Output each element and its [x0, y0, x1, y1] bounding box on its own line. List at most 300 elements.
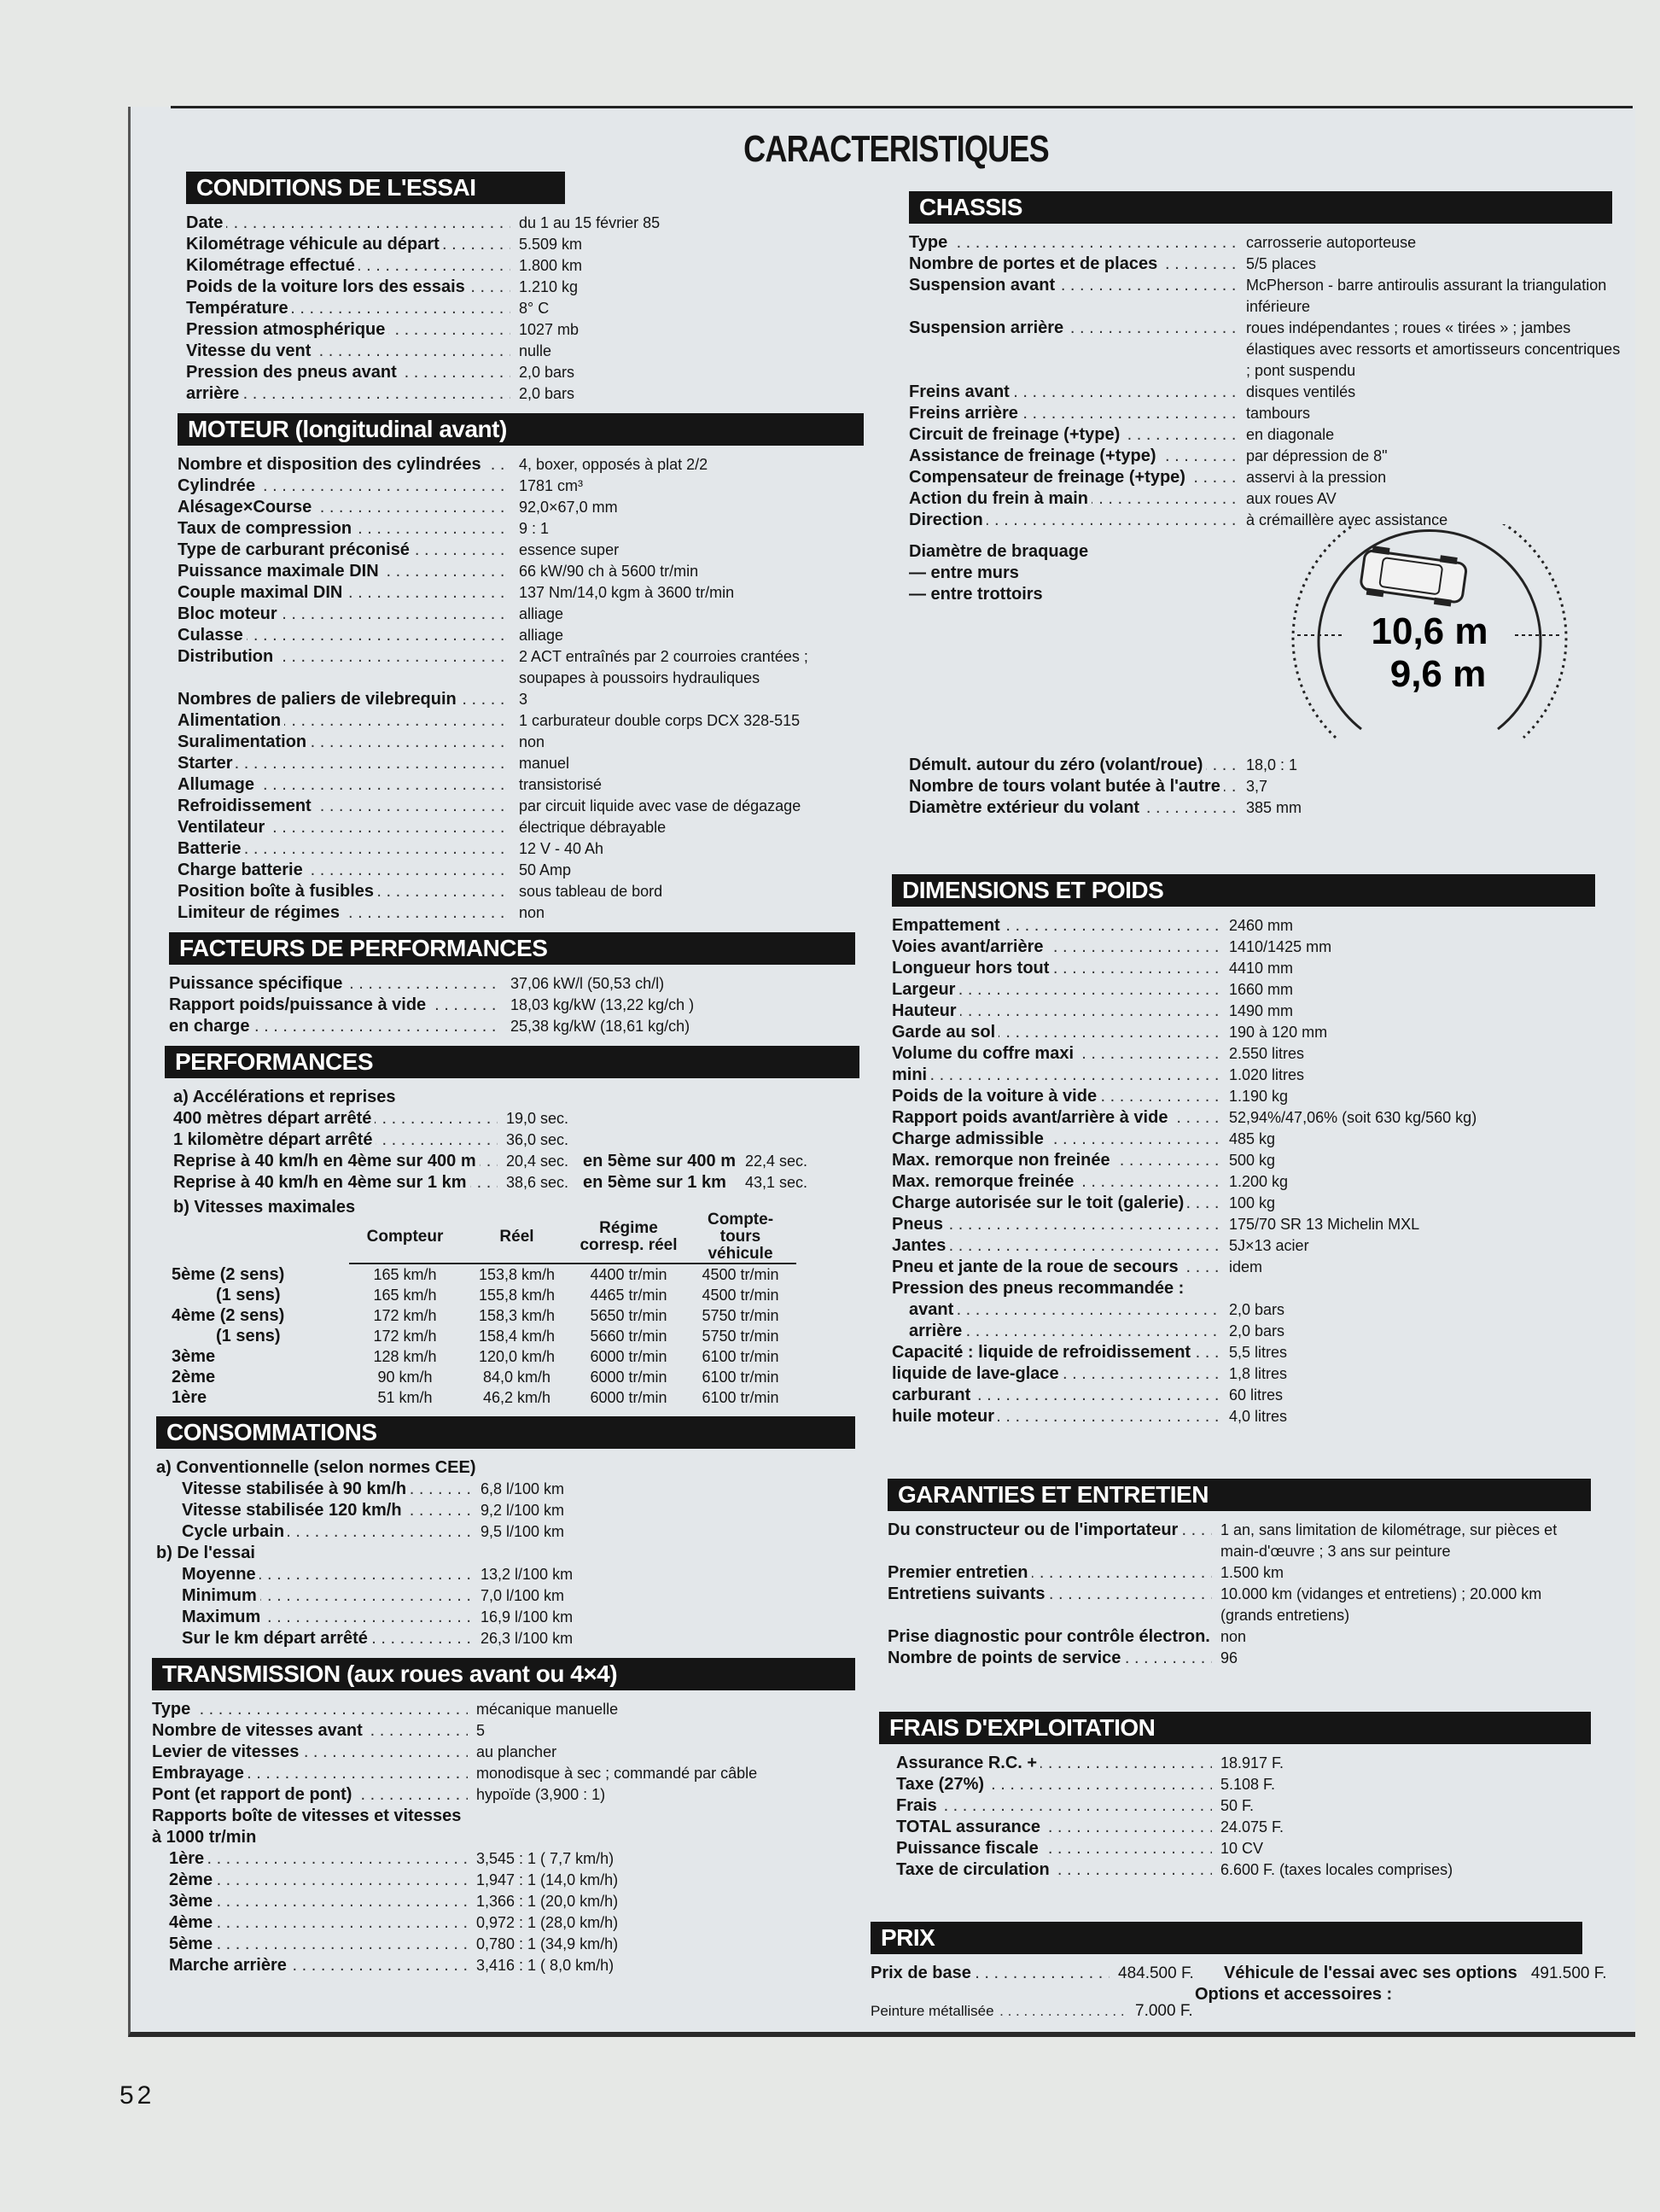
spec-label: liquide de lave-glace . . .: [892, 1363, 1220, 1385]
spec-row: [892, 958, 1622, 979]
spec-label: [583, 1108, 745, 1129]
section-header: CONSOMMATIONS: [156, 1416, 855, 1449]
spec-label: Assistance de freinage (+type) . . .: [909, 446, 1238, 467]
spec-value: 10 CV: [1220, 1840, 1264, 1857]
table-cell: 6000 tr/min: [590, 1369, 667, 1386]
spec-label: Alésage×Course . . .: [178, 497, 510, 518]
warranty-rows: [888, 1520, 1622, 1669]
spec-label: Rapport poids avant/arrière à vide . . .: [892, 1107, 1220, 1129]
spec-label: Type . . .: [909, 232, 1238, 254]
spec-row: [178, 753, 869, 774]
table-cell: 84,0 km/h: [482, 1369, 551, 1386]
spec-row: [892, 1086, 1622, 1107]
spec-value: 3,7: [1246, 778, 1268, 795]
section-header: CONDITIONS DE L'ESSAI: [186, 172, 565, 204]
spec-row: [178, 710, 869, 732]
spec-row: [909, 382, 1622, 403]
spec-value: 1,366 : 1 (20,0 km/h): [476, 1893, 619, 1910]
spec-row: [909, 797, 1622, 819]
section-chassis: [909, 191, 1622, 819]
spec-row: [182, 1585, 869, 1607]
spec-value: 1 carburateur double corps DCX 328-515: [519, 712, 801, 729]
spec-value: 1.020 litres: [1229, 1066, 1305, 1083]
table-cell: 6100 tr/min: [702, 1369, 779, 1386]
spec-value: 50 F.: [1220, 1797, 1255, 1814]
spec-value: 137 Nm/14,0 kgm à 3600 tr/min: [519, 584, 735, 601]
table-cell: 5750 tr/min: [702, 1328, 779, 1345]
chassis-rows: [909, 232, 1622, 531]
spec-label: Taux de compression . . .: [178, 518, 510, 540]
spec-value: 20,4 sec.: [506, 1153, 569, 1170]
spec-label: 400 mètres départ arrêté . . .: [173, 1108, 498, 1129]
spec-row: [888, 1626, 1622, 1648]
top-rule: [171, 106, 1633, 108]
turning-circle-block: [909, 541, 1622, 755]
spec-value: 5.108 F.: [1220, 1776, 1276, 1793]
spec-row: [169, 1891, 869, 1912]
car-icon: [1360, 545, 1468, 608]
row-label: 3ème: [172, 1347, 216, 1366]
table-row: [165, 1367, 796, 1387]
table-cell: 46,2 km/h: [482, 1389, 551, 1406]
spec-value: 1027 mb: [519, 321, 580, 338]
spec-row: [892, 979, 1622, 1001]
spec-label: Pont (et rapport de pont) . . .: [152, 1784, 468, 1806]
running-cost-rows: [896, 1753, 1622, 1881]
spec-label: Refroidissement . . .: [178, 796, 510, 817]
spec-label: carburant . . .: [892, 1385, 1220, 1406]
spec-label: Frais . . .: [896, 1795, 1212, 1817]
section-header: MOTEUR (longitudinal avant): [178, 413, 864, 446]
spec-value: 1.800 km: [519, 257, 583, 274]
section-header: CHASSIS: [909, 191, 1612, 224]
spec-label: Pression des pneus avant . . .: [186, 362, 510, 383]
spec-row: [178, 540, 869, 561]
spec-value: non: [519, 904, 545, 921]
spec-value: 52,94%/47,06% (soit 630 kg/560 kg): [1229, 1109, 1477, 1126]
spec-value: 7,0 l/100 km: [481, 1587, 565, 1604]
spec-label: Charge batterie . . .: [178, 860, 510, 881]
table-row: [165, 1285, 796, 1305]
spec-row: [186, 255, 869, 277]
spec-row: [186, 341, 869, 362]
spec-value: 0,780 : 1 (34,9 km/h): [476, 1935, 619, 1952]
spec-row: [892, 1193, 1622, 1214]
spec-row: [186, 362, 869, 383]
spec-label: Date . . .: [186, 213, 510, 234]
spec-row: [178, 860, 869, 881]
spec-row: [892, 1043, 1622, 1065]
spec-row: [888, 1562, 1622, 1584]
table-cell: 4400 tr/min: [590, 1266, 667, 1283]
spec-row: [182, 1500, 869, 1521]
spec-value: 36,0 sec.: [506, 1131, 569, 1148]
spec-value: au plancher: [476, 1743, 557, 1760]
spec-label: Compensateur de freinage (+type) . . .: [909, 467, 1238, 488]
spec-label: 5ème . . .: [169, 1934, 468, 1955]
spec-row: [896, 1817, 1622, 1838]
spec-row: [182, 1521, 869, 1543]
spec-row: [892, 1235, 1622, 1257]
spec-label: Température . . .: [186, 298, 510, 319]
spec-value: 5: [476, 1722, 486, 1739]
spec-row: [178, 582, 869, 604]
table-cell: 120,0 km/h: [478, 1348, 556, 1365]
spec-row: [152, 1742, 869, 1763]
spec-row: [178, 454, 869, 476]
column-header: Réel: [461, 1211, 573, 1264]
spec-row: [892, 1150, 1622, 1171]
table-cell: 165 km/h: [373, 1266, 437, 1283]
spec-value: transistorisé: [519, 776, 603, 793]
spec-label: Entretiens suivants . . .: [888, 1584, 1212, 1626]
spec-value: roues indépendantes ; roues « tirées » ; jambes élastiques avec ressorts et amortisseurs concentriques ; pont suspendu: [1246, 319, 1621, 379]
section-header: DIMENSIONS ET POIDS: [892, 874, 1595, 907]
spec-label: Longueur hors tout . . .: [892, 958, 1220, 979]
row-label: (1 sens): [216, 1286, 281, 1304]
spec-value: 3,545 : 1 ( 7,7 km/h): [476, 1850, 614, 1867]
spec-label: Vitesse stabilisée à 90 km/h . . .: [182, 1479, 472, 1500]
spec-label: Hauteur . . .: [892, 1001, 1220, 1022]
conso-test-rows: [182, 1564, 869, 1649]
spec-row: [152, 1720, 869, 1742]
spec-row: [892, 1171, 1622, 1193]
table-cell: 6100 tr/min: [702, 1348, 779, 1365]
spec-label: Marche arrière . . .: [169, 1955, 468, 1976]
spec-row: [892, 1065, 1622, 1086]
braquage-trottoirs: — entre trottoirs: [909, 585, 1043, 604]
spec-row: [909, 467, 1622, 488]
spec-label: Capacité : liquide de refroidissement . . .: [892, 1342, 1220, 1363]
spec-label: Vitesse stabilisée 120 km/h . . .: [182, 1500, 472, 1521]
table-cell: 158,3 km/h: [478, 1307, 556, 1324]
section-garanties: [888, 1479, 1622, 1669]
spec-row: [178, 774, 869, 796]
spec-value: 9,5 l/100 km: [481, 1523, 565, 1540]
spec-label: Freins arrière . . .: [909, 403, 1238, 424]
spec-label: Maximum . . .: [182, 1607, 472, 1628]
spec-value: 4, boxer, opposés à plat 2/2: [519, 456, 708, 473]
table-cell: 4465 tr/min: [590, 1287, 667, 1304]
pressure-label: Pression des pneus recommandée :: [892, 1279, 1185, 1298]
spec-value: 1.500 km: [1220, 1564, 1284, 1581]
spec-value: 96: [1220, 1649, 1238, 1666]
spec-label: 4ème . . .: [169, 1912, 468, 1934]
spec-label: huile moteur . . .: [892, 1406, 1220, 1427]
spec-row: [182, 1607, 869, 1628]
spec-row: [896, 1838, 1622, 1859]
spec-label: Voies avant/arrière . . .: [892, 937, 1220, 958]
spec-row: [182, 1564, 869, 1585]
section-prix: [871, 1922, 1622, 2022]
spec-value: 37,06 kW/l (50,53 ch/l): [510, 975, 665, 992]
table-cell: 6000 tr/min: [590, 1348, 667, 1365]
spec-row: [178, 689, 869, 710]
spec-value: 2460 mm: [1229, 917, 1294, 934]
spec-label: Charge autorisée sur le toit (galerie) . . .: [892, 1193, 1220, 1214]
subheading: b) Vitesses maximales: [173, 1198, 356, 1217]
spec-label: Type . . .: [152, 1699, 468, 1720]
section-header: GARANTIES ET ENTRETIEN: [888, 1479, 1591, 1511]
spec-label: TOTAL assurance . . .: [896, 1817, 1212, 1838]
spec-value: 2,0 bars: [1229, 1322, 1285, 1339]
max-speed-table: [165, 1211, 796, 1408]
spec-label: Vitesse du vent . . .: [186, 341, 510, 362]
table-row: [165, 1326, 796, 1346]
spec-value: 1410/1425 mm: [1229, 938, 1332, 955]
spec-label: Pneus . . .: [892, 1214, 1220, 1235]
page-title: CARACTERISTIQUES: [743, 128, 1049, 170]
spec-row: [892, 937, 1622, 958]
spec-row: [169, 1912, 869, 1934]
spec-row: [152, 1784, 869, 1806]
spec-label: Culasse . . .: [178, 625, 510, 646]
spec-value: 1490 mm: [1229, 1002, 1294, 1019]
section-header: PRIX: [871, 1922, 1582, 1954]
spec-label: Volume du coffre maxi . . .: [892, 1043, 1220, 1065]
spec-label: Taxe de circulation . . .: [896, 1859, 1212, 1881]
spec-label: avant . . .: [909, 1299, 1220, 1321]
spec-value: 1660 mm: [1229, 981, 1294, 998]
table-cell: 6000 tr/min: [590, 1389, 667, 1406]
spec-row: [186, 277, 869, 298]
table-cell: 4500 tr/min: [702, 1287, 779, 1304]
table-cell: 155,8 km/h: [478, 1287, 556, 1304]
spec-label: Prise diagnostic pour contrôle électron. . . .: [888, 1626, 1212, 1648]
spec-label: Freins avant . . .: [909, 382, 1238, 403]
spec-row: [186, 319, 869, 341]
spec-value: par circuit liquide avec vase de dégazage: [519, 797, 801, 814]
spec-row: [888, 1520, 1622, 1562]
spec-row: [169, 1934, 869, 1955]
spec-label: Bloc moteur . . .: [178, 604, 510, 625]
subheading: a) Conventionnelle (selon normes CEE): [156, 1458, 476, 1477]
section-header: FACTEURS DE PERFORMANCES: [169, 932, 855, 965]
spec-value: 8° C: [519, 300, 550, 317]
section-performances: [165, 1046, 869, 1408]
spec-row: [892, 1129, 1622, 1150]
spec-label: Minimum . . .: [182, 1585, 472, 1607]
spec-row: [182, 1628, 869, 1649]
turning-circle-diagram: [1284, 524, 1575, 755]
spec-label: 1ère . . .: [169, 1848, 468, 1870]
spec-value: sous tableau de bord: [519, 883, 663, 900]
spec-value: en diagonale: [1246, 426, 1335, 443]
table-cell: 4500 tr/min: [702, 1266, 779, 1283]
spec-value: 500 kg: [1229, 1152, 1276, 1169]
spec-label: Puissance fiscale . . .: [896, 1838, 1212, 1859]
spec-value: 25,38 kg/kW (18,61 kg/ch): [510, 1018, 690, 1035]
spec-label: Largeur . . .: [892, 979, 1220, 1001]
spec-value: aux roues AV: [1246, 490, 1337, 507]
spec-value: hypoïde (3,900 : 1): [476, 1786, 606, 1803]
table-cell: 5660 tr/min: [590, 1328, 667, 1345]
spec-label: Action du frein à main . . .: [909, 488, 1238, 510]
column-header: Régime corresp. réel: [573, 1211, 684, 1264]
spec-value: 5,5 litres: [1229, 1344, 1288, 1361]
accessories-label: Options et accessoires :: [1195, 1985, 1393, 2004]
spec-value: par dépression de 8": [1246, 447, 1388, 464]
spec-label: Puissance maximale DIN . . .: [178, 561, 510, 582]
spec-row: [152, 1763, 869, 1784]
subheading: a) Accélérations et reprises: [173, 1088, 396, 1106]
spec-label: Nombre et disposition des cylindrées . . .: [178, 454, 510, 476]
spec-value: 1 an, sans limitation de kilométrage, sur pièces et main-d'œuvre ; 3 ans sur peinture: [1220, 1521, 1558, 1560]
section-consommations: [156, 1416, 869, 1649]
table-cell: 128 km/h: [373, 1348, 437, 1365]
spec-label: Kilométrage effectué . . .: [186, 255, 510, 277]
spec-value: 5.509 km: [519, 236, 583, 253]
spec-value: 2,0 bars: [519, 364, 575, 381]
section-moteur: [178, 413, 869, 924]
spec-value: alliage: [519, 627, 564, 644]
base-price-row: Prix de base . . . 484.500 F. Véhicule de l'essai avec ses options 491.500 F.: [871, 1963, 1622, 1984]
spec-value: nulle: [519, 342, 552, 359]
spec-row: [909, 232, 1622, 254]
spec-value: mécanique manuelle: [476, 1701, 619, 1718]
spec-row: [909, 1299, 1622, 1321]
spec-label: Allumage . . .: [178, 774, 510, 796]
spec-label: Moyenne . . .: [182, 1564, 472, 1585]
spec-value: 1.200 kg: [1229, 1173, 1289, 1190]
spec-value: 2 ACT entraînés par 2 courroies crantées ; soupapes à poussoirs hydrauliques: [519, 648, 808, 686]
spec-row: [178, 476, 869, 497]
paint-value: 7.000 F.: [1135, 2002, 1193, 2020]
spec-value: 19,0 sec.: [506, 1110, 569, 1127]
spec-row: [169, 1016, 869, 1037]
spec-row: [896, 1753, 1622, 1774]
spec-row: [178, 625, 869, 646]
spec-row: [909, 776, 1622, 797]
spec-value: 175/70 SR 13 Michelin MXL: [1229, 1216, 1420, 1233]
spec-row: [169, 973, 869, 995]
acceleration-row: [173, 1151, 869, 1172]
spec-value: électrique débrayable: [519, 819, 667, 836]
spec-value: 26,3 l/100 km: [481, 1630, 574, 1647]
braquage-murs: — entre murs: [909, 563, 1019, 582]
spec-label: [583, 1129, 745, 1151]
table-cell: 5650 tr/min: [590, 1307, 667, 1324]
spec-label: Max. remorque non freinée . . .: [892, 1150, 1220, 1171]
table-cell: 51 km/h: [377, 1389, 433, 1406]
capacity-rows: [892, 1342, 1622, 1427]
spec-value: 2.550 litres: [1229, 1045, 1305, 1062]
spec-row: [896, 1859, 1622, 1881]
facteurs-rows: [169, 973, 869, 1037]
spec-value: 16,9 l/100 km: [481, 1608, 574, 1625]
spec-value: 6.600 F. (taxes locales comprises): [1220, 1861, 1453, 1878]
spec-label: 1 kilomètre départ arrêté . . .: [173, 1129, 498, 1151]
spec-value: 6,8 l/100 km: [481, 1480, 565, 1497]
spec-value: à crémaillère avec assistance: [1246, 511, 1448, 528]
spec-label: Du constructeur ou de l'importateur . . .: [888, 1520, 1212, 1562]
transmission-rows: [152, 1699, 869, 1806]
spec-value: 190 à 120 mm: [1229, 1024, 1328, 1041]
spec-value: 3: [519, 691, 528, 708]
spec-label: Suralimentation . . .: [178, 732, 510, 753]
spec-row: [909, 755, 1622, 776]
spec-value: 100 kg: [1229, 1194, 1276, 1211]
section-conditions: [186, 172, 869, 405]
table-cell: 6100 tr/min: [702, 1389, 779, 1406]
spec-label: 2ème . . .: [169, 1870, 468, 1891]
spec-label: Alimentation . . .: [178, 710, 510, 732]
spec-label: Diamètre extérieur du volant . . .: [909, 797, 1238, 819]
spec-row: [892, 1342, 1622, 1363]
spec-value: 9,2 l/100 km: [481, 1502, 565, 1519]
spec-value: 12 V - 40 Ah: [519, 840, 604, 857]
spec-row: [169, 1955, 869, 1976]
spec-label: Distribution . . .: [178, 646, 510, 689]
table-row: [165, 1264, 796, 1285]
spec-label: Couple maximal DIN . . .: [178, 582, 510, 604]
spec-row: [909, 254, 1622, 275]
braquage-trottoirs-value: 9,6 m: [1389, 653, 1487, 695]
acceleration-row: [173, 1172, 869, 1194]
spec-label: Empattement . . .: [892, 915, 1220, 937]
spec-value: 2,0 bars: [1229, 1301, 1285, 1318]
spec-value: carrosserie autoporteuse: [1246, 234, 1417, 251]
spec-label: Cycle urbain . . .: [182, 1521, 472, 1543]
spec-value: 385 mm: [1246, 799, 1302, 816]
spec-value: alliage: [519, 605, 564, 622]
base-price-value: 484.500 F.: [1118, 1964, 1194, 1982]
spec-value: non: [1220, 1628, 1247, 1645]
table-cell: 158,4 km/h: [478, 1328, 556, 1345]
spec-row: [888, 1648, 1622, 1669]
spec-value: 485 kg: [1229, 1130, 1276, 1147]
moteur-rows: [178, 454, 869, 924]
spec-row: [169, 995, 869, 1016]
spec-row: [909, 446, 1622, 467]
spec-row: [909, 275, 1622, 318]
spec-row: [178, 497, 869, 518]
row-label: 1ère: [172, 1388, 207, 1407]
spec-value: 0,972 : 1 (28,0 km/h): [476, 1914, 619, 1931]
section-dimensions: [892, 874, 1622, 1427]
spec-row: [892, 1022, 1622, 1043]
spec-row: [186, 383, 869, 405]
spec-label: Suspension avant . . .: [909, 275, 1238, 318]
spec-row: [169, 1848, 869, 1870]
spec-label: Rapport poids/puissance à vide . . .: [169, 995, 502, 1016]
spec-label: Jantes . . .: [892, 1235, 1220, 1257]
row-label: 4ème (2 sens): [172, 1306, 285, 1325]
table-row: [165, 1387, 796, 1408]
spec-row: [892, 915, 1622, 937]
spec-label: Ventilateur . . .: [178, 817, 510, 838]
spec-row: [178, 518, 869, 540]
spec-row: [182, 1479, 869, 1500]
spec-value: 10.000 km (vidanges et entretiens) ; 20.000 km (grands entretiens): [1220, 1585, 1542, 1624]
spec-label: Sur le km départ arrêté . . .: [182, 1628, 472, 1649]
spec-label: Levier de vitesses . . .: [152, 1742, 468, 1763]
spec-value: 50 Amp: [519, 861, 572, 878]
spec-label: en 5ème sur 400 m: [583, 1152, 736, 1170]
spec-row: [186, 213, 869, 234]
spec-value: 60 litres: [1229, 1386, 1284, 1404]
spec-label: Premier entretien . . .: [888, 1562, 1212, 1584]
spec-label: arrière . . .: [186, 383, 510, 405]
column-header: Compteur: [349, 1211, 461, 1264]
section-transmission: [152, 1658, 869, 1976]
spec-row: [888, 1584, 1622, 1626]
spec-row: [892, 1406, 1622, 1427]
spec-value: 5J×13 acier: [1229, 1237, 1309, 1254]
spec-row: [178, 604, 869, 625]
acceleration-row: [173, 1108, 869, 1129]
section-frais: [879, 1712, 1622, 1881]
